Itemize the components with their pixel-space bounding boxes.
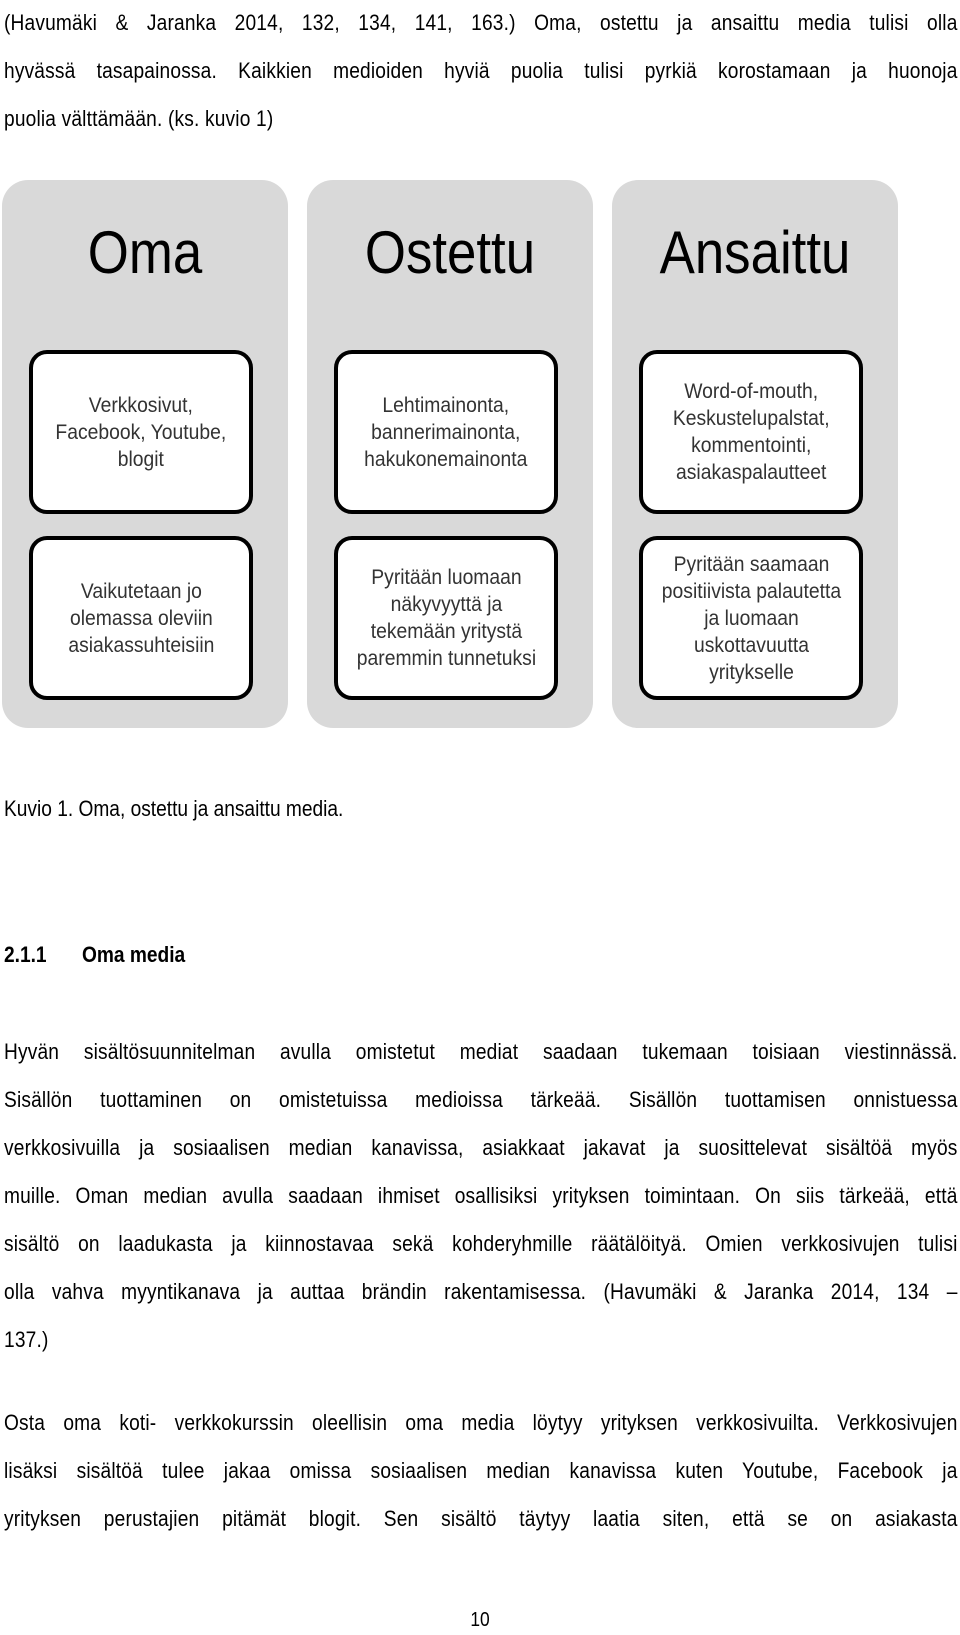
intro-line-1: (Havumäki & Jaranka 2014, 132, 134, 141, 163.) Oma, ostettu ja ansaittu media tulisi olla [4, 10, 958, 35]
paragraph1-line-4: muille. Oman median avulla saadaan ihmiset osallisiksi yrityksen toimintaan. On siis tärkeää, että [4, 1183, 958, 1208]
paragraph1-line-1: Hyvän sisältösuunnitelman avulla omistetut mediat saadaan tukemaan toisiaan viestinnässä. [4, 1039, 958, 1064]
paragraph1-line-5: sisältö on laadukasta ja kiinnostavaa sekä kohderyhmille räätälöityä. Omien verkkosivujen tulisi [4, 1231, 958, 1256]
column-title: Oma [87, 219, 203, 286]
paragraph2-line-2: lisäksi sisältöä tulee jakaa omissa sosiaalisen median kanavissa kuten Youtube, Facebook ja [4, 1458, 958, 1483]
column-top-box [639, 350, 863, 514]
column-bottom-box-text: Vaikutetaan jo olemassa oleviin asiakassuhteisiin [67, 579, 215, 657]
figure-column-ansaittu [612, 180, 898, 728]
paragraph1-line-3: verkkosivuilla ja sosiaalisen median kanavissa, asiakkaat jakavat ja suosittelevat sisältöä myös [4, 1135, 958, 1160]
column-bottom-box [29, 536, 253, 700]
column-bottom-box-text: Pyritään saamaan positiivista palautetta ja luomaan uskottavuutta yritykselle [661, 552, 841, 684]
section-title: Oma media [82, 942, 186, 967]
column-bottom-box [639, 536, 863, 700]
paragraph2-line-3: yrityksen perustajien pitämät blogit. Sen sisältö täytyy laatia siten, että se on asiakasta [4, 1506, 958, 1531]
section-number: 2.1.1 [4, 942, 47, 967]
paragraph1-line-2: Sisällön tuottaminen on omistetuissa medioissa tärkeää. Sisällön tuottamisen onnistuessa [4, 1087, 958, 1112]
column-top-box-text: Lehtimainonta, bannerimainonta, hakukonemainonta [364, 393, 528, 471]
figure-column-ostettu [307, 180, 593, 728]
column-top-box [334, 350, 558, 514]
page-number: 10 [470, 1609, 490, 1631]
column-title: Ostettu [364, 219, 536, 286]
column-title: Ansaittu [659, 219, 851, 286]
figure-caption: Kuvio 1. Oma, ostettu ja ansaittu media. [4, 796, 344, 821]
intro-line-2: hyvässä tasapainossa. Kaikkien medioiden hyviä puolia tulisi pyrkiä korostamaan ja huonoja [4, 58, 958, 83]
paragraph1-line-7: 137.) [4, 1327, 49, 1352]
column-bottom-box-text: Pyritään luomaan näkyvyyttä ja tekemään yritystä paremmin tunnetuksi [356, 566, 536, 670]
paragraph1-line-6: olla vahva myyntikanava ja auttaa brändin rakentamisessa. (Havumäki & Jaranka 2014, 134 – [4, 1279, 958, 1304]
paragraph2-line-1: Osta oma koti- verkkokurssin oleellisin oma media löytyy yrityksen verkkosivuilta. Verkkosivujen [4, 1410, 958, 1435]
column-top-box-text: Verkkosivut, Facebook, Youtube, blogit [55, 393, 227, 471]
column-top-box [29, 350, 253, 514]
intro-line-3: puolia välttämään. (ks. kuvio 1) [4, 106, 274, 131]
column-bottom-box [334, 536, 558, 700]
figure-column-oma [2, 180, 288, 728]
column-top-box-text: Word-of-mouth, Keskustelupalstat, kommentointi, asiakaspalautteet [672, 380, 830, 484]
